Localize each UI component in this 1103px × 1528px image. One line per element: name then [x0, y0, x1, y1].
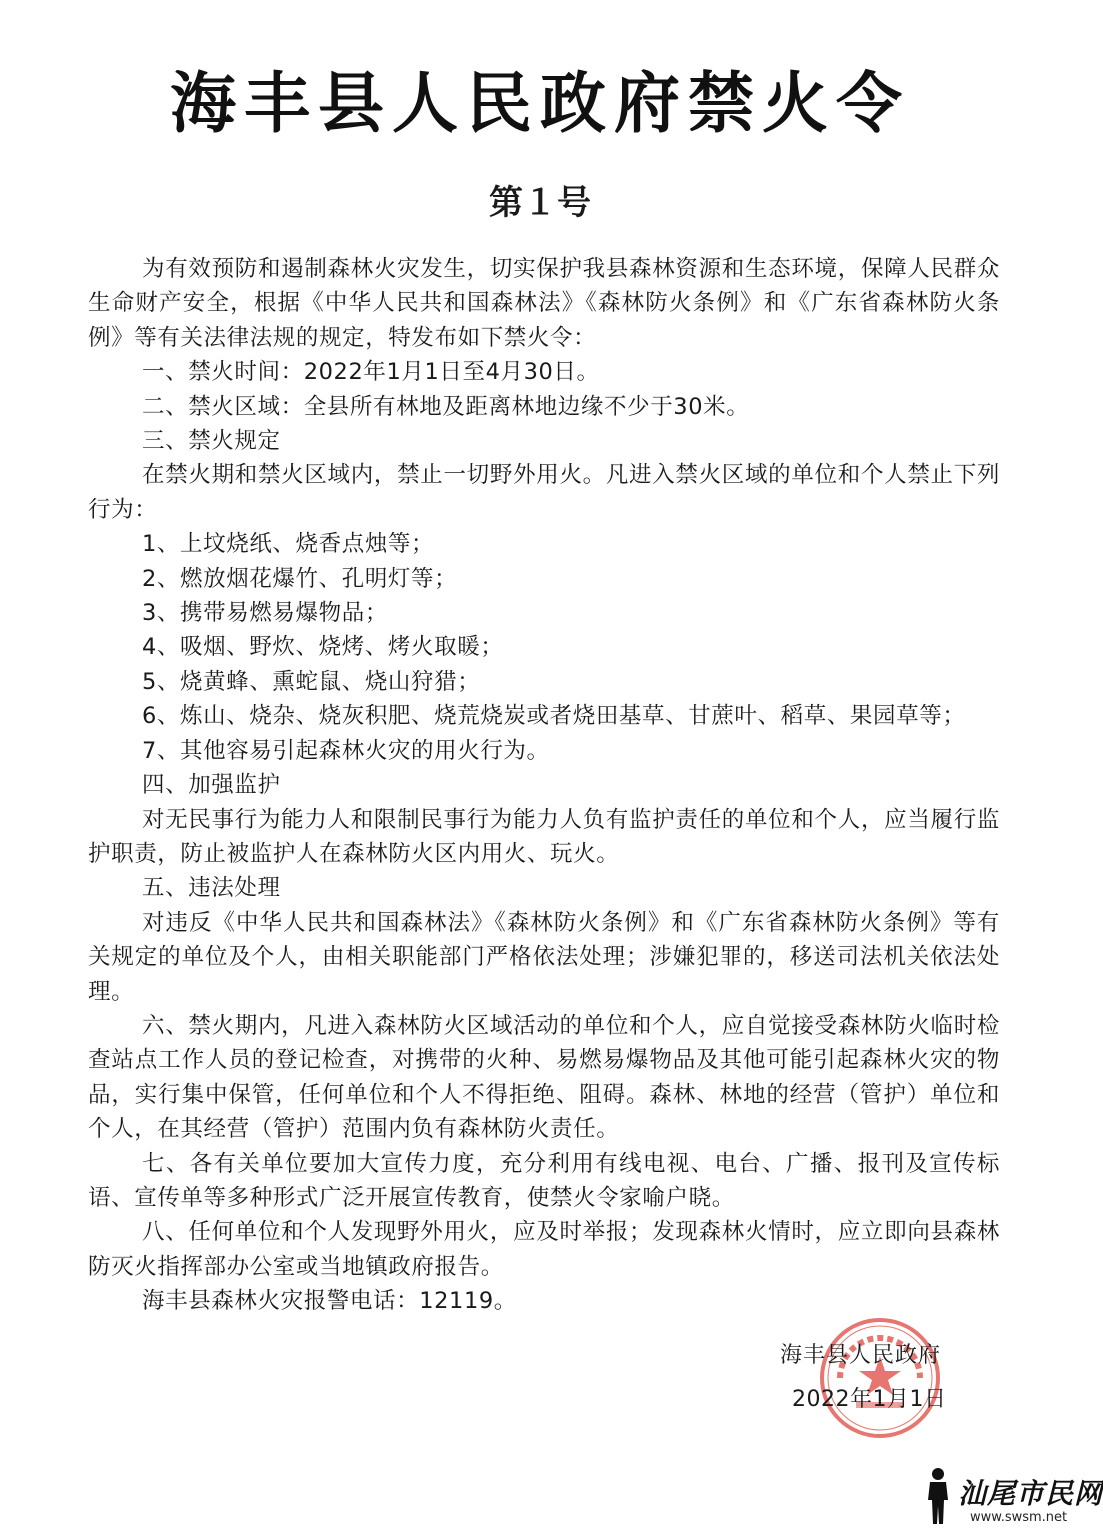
paragraph: 对无民事行为能力人和限制民事行为能力人负有监护责任的单位和个人，应当履行监护职责，防止被监护人在森林防火区内用火、玩火。 [88, 806, 1000, 867]
paragraph: 六、禁火期内，凡进入森林防火区域活动的单位和个人，应自觉接受森林防火临时检查站点工作人员的登记检查，对携带的火种、易燃易爆物品及其他可能引起森林火灾的物品，实行集中保管，任何单位和个人不得拒绝、阻碍。森林、林地的经营（管护）单位和个人，在其经营（管护）范围内负有森林防火责任。 [88, 1012, 1000, 1143]
signature-date: 2022年1月1日 [792, 1387, 947, 1412]
official-seal-icon [818, 1316, 942, 1440]
paragraph: 五、违法处理 [142, 875, 281, 902]
paragraph: 在禁火期和禁火区域内，禁止一切野外用火。凡进入禁火区域的单位和个人禁止下列行为： [88, 462, 1000, 523]
paragraph: 三、禁火规定 [142, 428, 281, 455]
paragraph: 2、燃放烟花爆竹、孔明灯等； [142, 565, 458, 592]
watermark-text: 汕尾市民网 [958, 1477, 1103, 1510]
paragraph: 海丰县森林火灾报警电话：12119。 [142, 1288, 517, 1315]
paragraph: 6、炼山、烧杂、烧灰积肥、烧荒烧炭或者烧田基草、甘蔗叶、稻草、果园草等； [142, 703, 966, 730]
paragraph: 四、加强监护 [142, 772, 281, 799]
document-body [88, 252, 1000, 1319]
paragraph: 为有效预防和遏制森林火灾发生，切实保护我县森林资源和生态环境，保障人民群众生命财产安全，根据《中华人民共和国森林法》《森林防火条例》和《广东省森林防火条例》等有关法律法规的规定，特发布如下禁火令： [88, 256, 1000, 351]
paragraph: 4、吸烟、野炊、烧烤、烤火取暖； [142, 634, 504, 661]
paragraph: 1、上坟烧纸、烧香点烛等； [142, 531, 435, 558]
document-number: 第１号 [489, 183, 591, 223]
paragraph: 一、禁火时间：2022年1月1日至4月30日。 [142, 359, 600, 386]
paragraph: 对违反《中华人民共和国森林法》《森林防火条例》和《广东省森林防火条例》等有关规定的单位及个人，由相关职能部门严格依法处理；涉嫌犯罪的，移送司法机关依法处理。 [88, 909, 1000, 1005]
paragraph: 七、各有关单位要加大宣传力度，充分利用有线电视、电台、广播、报刊及宣传标语、宣传单等多种形式广泛开展宣传教育，使禁火令家喻户晓。 [88, 1150, 1000, 1211]
paragraph: 5、烧黄蜂、熏蛇鼠、烧山狩猎； [142, 668, 481, 695]
paragraph: 八、任何单位和个人发现野外用火，应及时举报；发现森林火情时，应立即向县森林防灭火指挥部办公室或当地镇政府报告。 [88, 1219, 1000, 1280]
paragraph: 3、携带易燃易爆物品； [142, 600, 388, 627]
paragraph: 7、其他容易引起森林火灾的用火行为。 [142, 737, 550, 764]
paragraph: 二、禁火区域：全县所有林地及距离林地边缘不少于30米。 [142, 393, 750, 420]
person-silhouette-icon [920, 1466, 956, 1526]
site-watermark [918, 1466, 1103, 1528]
watermark-url: www.swsm.net [970, 1510, 1068, 1525]
document-title: 海丰县人民政府禁火令 [170, 64, 910, 142]
signature-org: 海丰县人民政府 [780, 1343, 942, 1368]
